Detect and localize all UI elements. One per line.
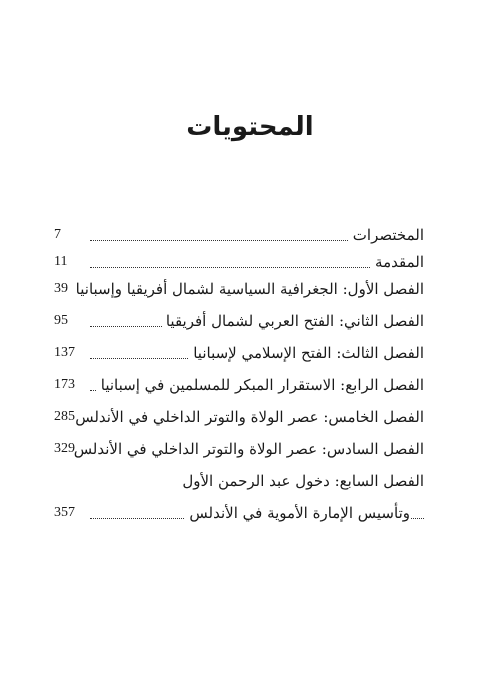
toc-entry-label: المختصرات <box>349 223 424 247</box>
toc-entry-page: 357 <box>54 505 75 520</box>
toc-entry-chapter-2 <box>54 309 424 333</box>
toc-entry-page: 137 <box>54 345 75 360</box>
toc-entry-page: 285 <box>54 409 75 424</box>
toc-entry-label: الفصل السابع: دخول عبد الرحمن الأول <box>178 469 424 493</box>
toc-entry-page: 173 <box>54 377 75 392</box>
toc-entry-chapter-5 <box>54 405 424 429</box>
toc-entry-label: المقدمة <box>371 250 424 274</box>
toc-entry-abbreviations <box>54 223 424 247</box>
toc-entry-page: 329 <box>54 441 75 456</box>
toc-entry-label: الفصل الرابع: الاستقرار المبكر للمسلمين في إسبانيا <box>97 373 424 397</box>
toc-entry-page: 11 <box>54 254 68 269</box>
toc-entry-label: الفصل السادس: عصر الولاة والتوتر الداخلي في الأندلس <box>70 437 424 461</box>
toc-entry-chapter-6 <box>54 437 424 461</box>
toc-entry-chapter-3 <box>54 341 424 365</box>
page-title: المحتويات <box>186 112 314 142</box>
toc-entry-page: 7 <box>54 227 61 242</box>
toc-entry-label: الفصل الثالث: الفتح الإسلامي لإسبانيا <box>189 341 424 365</box>
toc-entry-label: الفصل الخامس: عصر الولاة والتوتر الداخلي في الأندلس <box>71 405 424 429</box>
toc-entry-page: 39 <box>54 281 68 296</box>
toc-entry-label: وتأسيس الإمارة الأموية في الأندلس <box>185 501 410 525</box>
toc-entry-chapter-4 <box>54 373 424 397</box>
toc-entry-page: 95 <box>54 313 68 328</box>
toc-entry-label: الفصل الثاني: الفتح العربي لشمال أفريقيا <box>162 309 424 333</box>
toc-entry-chapter-7-continued <box>54 501 424 525</box>
toc-entry-chapter-1 <box>54 277 424 301</box>
toc-entry-chapter-7 <box>54 469 424 493</box>
toc-entry-introduction <box>54 250 424 274</box>
toc-entry-label: الفصل الأول: الجغرافية السياسية لشمال أفريقيا وإسبانيا <box>72 277 424 301</box>
